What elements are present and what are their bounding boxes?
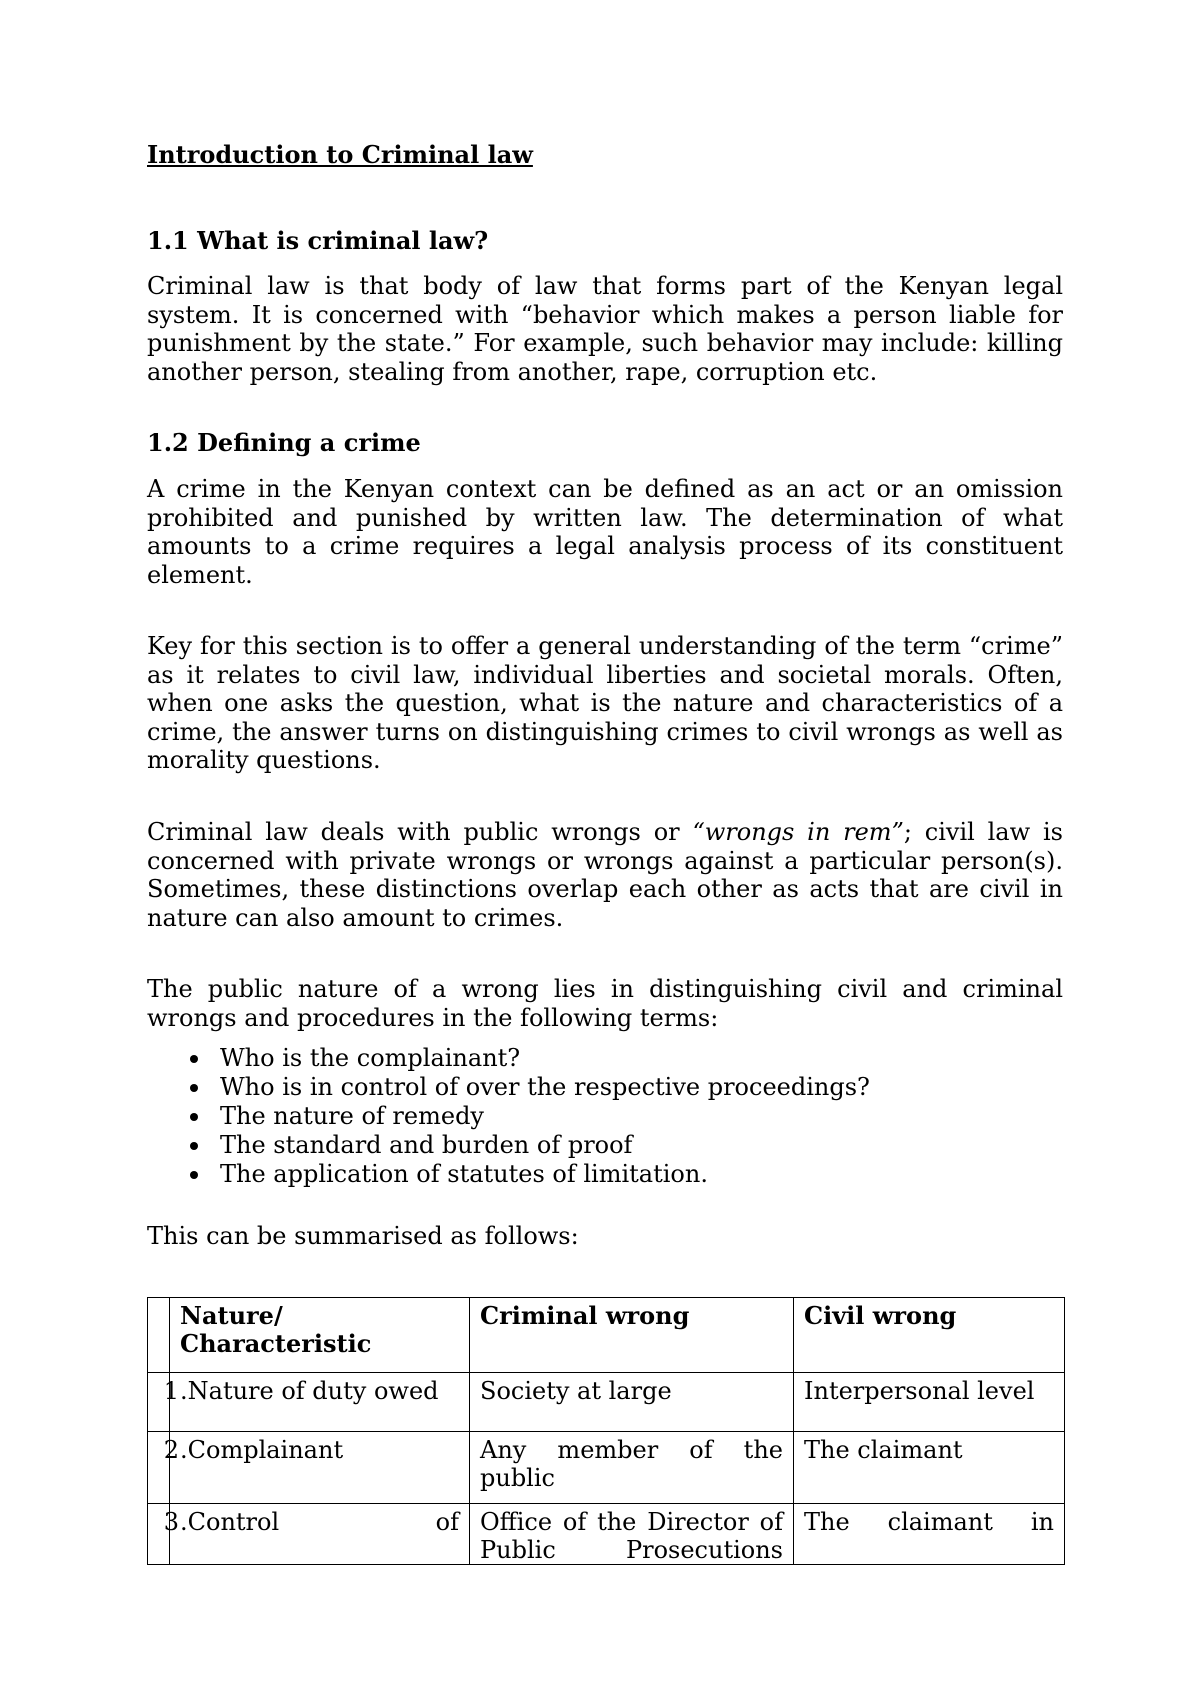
- table-cell: 3: [148, 1504, 170, 1565]
- table-cell: Interpersonal level: [794, 1373, 1065, 1432]
- paragraph-public-wrongs-start: Criminal law deals with public wrongs or: [147, 818, 693, 846]
- table-header-cell: Civil wrong: [794, 1298, 1065, 1373]
- summary-intro: This can be summarised as follows:: [147, 1222, 579, 1250]
- bullet-icon: [190, 1142, 198, 1150]
- comparison-table: [147, 1297, 1065, 1565]
- section-heading-what-is-criminal-law: 1.1 What is criminal law?: [147, 226, 489, 255]
- table-header-row: [148, 1298, 1065, 1373]
- bullet-icon: [190, 1113, 198, 1121]
- paragraph-public-wrongs: [147, 818, 1063, 932]
- bullet-icon: [190, 1171, 198, 1179]
- bullet-icon: [190, 1084, 198, 1092]
- wrongs-in-rem-term: “wrongs in rem”: [692, 818, 904, 846]
- table-row: [148, 1432, 1065, 1504]
- table-cell: .Control of: [170, 1504, 470, 1565]
- paragraph-key-for-section: Key for this section is to offer a general understanding of the term “crime” as it relates to civil law, individual liberties and societal morals. Often, when one asks the question, what is the nature and characteristics of a crime, the answer turns on distinguishing crimes to civil wrongs as well as morality questions.: [147, 632, 1063, 774]
- table-row: [148, 1504, 1065, 1565]
- table-header-cell: Criminal wrong: [470, 1298, 794, 1373]
- list-item: Who is in control of over the respective proceedings?: [147, 1073, 870, 1102]
- table-cell: Society at large: [470, 1373, 794, 1432]
- section-heading-defining-a-crime: 1.2 Defining a crime: [147, 428, 421, 457]
- list-item: The nature of remedy: [147, 1102, 870, 1131]
- table-cell: 2: [148, 1432, 170, 1504]
- paragraph-crime-definition: A crime in the Kenyan context can be defined as an act or an omission prohibited and punished by written law. The determination of what amounts to a crime requires a legal analysis process of its constituent element.: [147, 475, 1063, 589]
- table-cell: The claimant: [794, 1432, 1065, 1504]
- paragraph-what-is-criminal-law: Criminal law is that body of law that forms part of the Kenyan legal system. It is concerned with “behavior which makes a person liable for punishment by the state.” For example, such behavior may include: killing another person, stealing from another, rape, corruption etc.: [147, 272, 1063, 386]
- list-item: The application of statutes of limitation.: [147, 1160, 870, 1189]
- table-cell: .Complainant: [170, 1432, 470, 1504]
- document-title: Introduction to Criminal law: [147, 140, 533, 169]
- list-item: Who is the complainant?: [147, 1044, 870, 1073]
- distinction-terms-list: [147, 1044, 870, 1189]
- table-row: [148, 1373, 1065, 1432]
- paragraph-public-nature: The public nature of a wrong lies in distinguishing civil and criminal wrongs and procedures in the following terms:: [147, 975, 1063, 1032]
- table-cell: 1: [148, 1373, 170, 1432]
- table-header-cell: Nature/ Characteristic: [170, 1298, 470, 1373]
- table-header-cell: [148, 1298, 170, 1373]
- table-cell: Any member of the public: [470, 1432, 794, 1504]
- paragraph-public-wrongs-end: ; civil law is concerned with private wrongs or wrongs against a particular person(s). Sometimes, these distinctions overlap each other as acts that are civil in nature can also amount to crimes.: [147, 818, 1063, 932]
- table-cell: Office of the Director of Public Prosecutions: [470, 1504, 794, 1565]
- bullet-icon: [190, 1055, 198, 1063]
- list-item: The standard and burden of proof: [147, 1131, 870, 1160]
- table-cell: .Nature of duty owed: [170, 1373, 470, 1432]
- table-cell: The claimant in: [794, 1504, 1065, 1565]
